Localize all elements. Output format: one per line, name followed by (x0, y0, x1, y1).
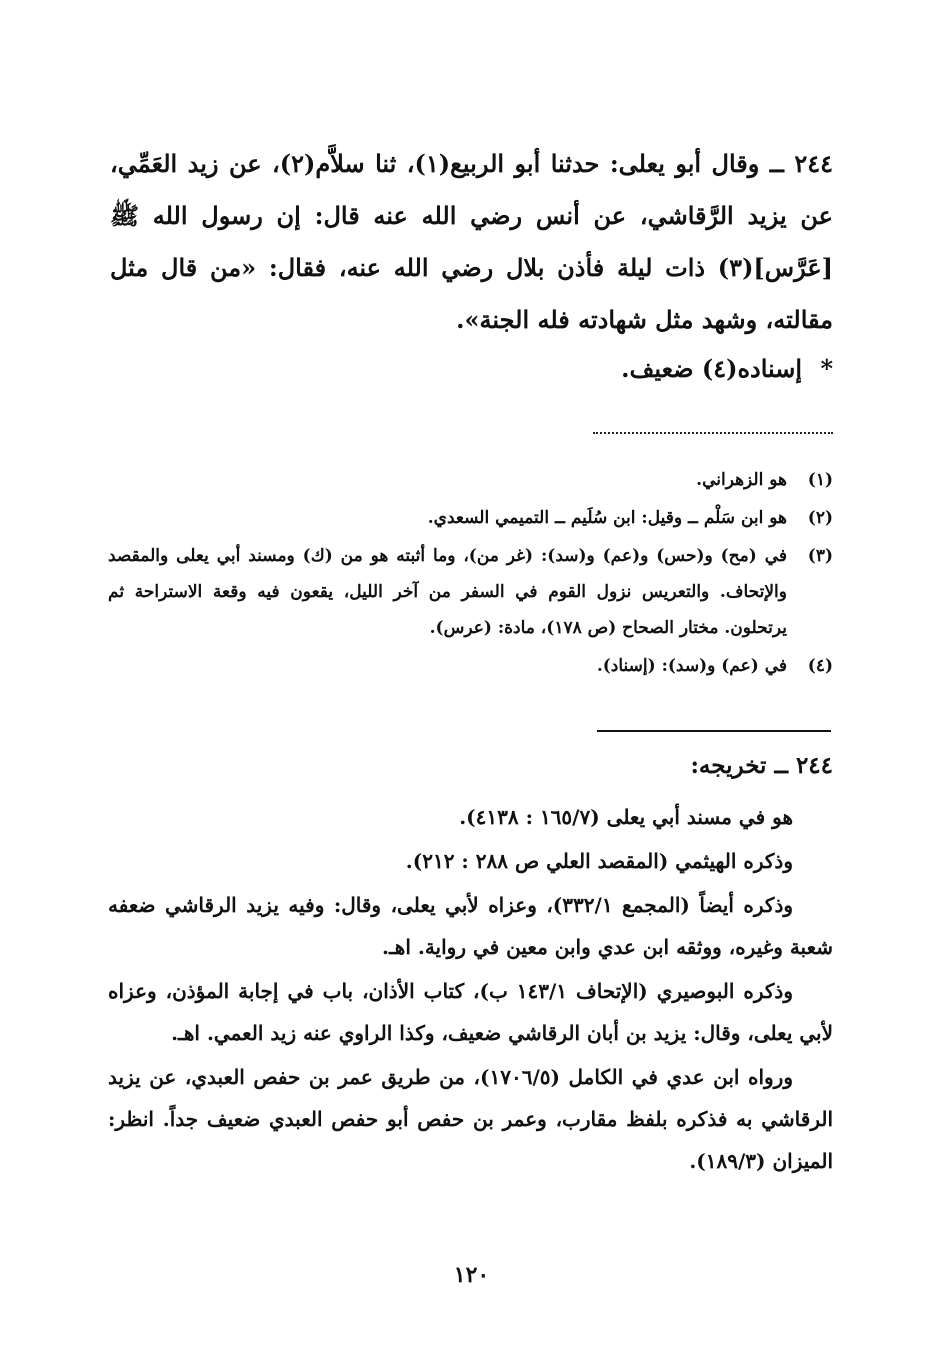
footnote-text: هو ابن سَلْم ــ وقيل: ابن سُلَيم ــ التميمي السعدي. (427, 508, 787, 528)
hadith-paragraph: ٢٤٤ ــ وقال أبو يعلى: حدثنا أبو الربيع(١)، ثنا سلاَّم(٢)، عن زيد العَمِّي، عن يزيد الرَّقاشي، عن أنس رضي الله عنه قال: إن رسول الله ﷺ [عَرَّس](٣) ذات ليلة فأذن بلال رضي الله عنه، فقال: «من قال مثل مقالته، وشهد مثل شهادته فله الجنة». (110, 149, 833, 334)
footnote-2 (108, 500, 833, 536)
footnotes (108, 462, 833, 686)
takhrij-paragraph: وذكره أيضاً (المجمع ٣٣٢/١)، وعزاه لأبي يعلى، وقال: وفيه يزيد الرقاشي ضعفه شعبة وغيره، ووثقه ابن عدي وابن معين في رواية. اهـ. (108, 893, 833, 959)
hadith-grading (110, 343, 833, 395)
grading-text: إسناده(٤) ضعيف. (621, 354, 803, 383)
takhrij-paragraph: هو في مسند أبي يعلى (١٦٥/٧ : ٤١٣٨). (459, 805, 793, 829)
takhrij-paragraph: ورواه ابن عدي في الكامل (١٧٠٦/٥)، من طريق عمر بن حفص العبدي، عن يزيد الرقاشي به فذكره بلفظ مقارب، وعمر بن حفص أبو حفص العبدي ضعيف جداً. انظر: الميزان (١٨٩/٣). (108, 1065, 833, 1173)
takhrij-paragraph: وذكره الهيثمي (المقصد العلي ص ٢٨٨ : ٢١٢). (405, 849, 793, 873)
section-divider (597, 730, 831, 732)
footnote-number: (٢) (807, 508, 833, 528)
footnote-number: (٤) (807, 656, 833, 676)
hadith-text (110, 138, 833, 346)
footnote-4 (108, 648, 833, 684)
footnote-text: هو الزهراني. (696, 470, 787, 490)
star-icon: * (820, 354, 833, 383)
takhrij-paragraph: وذكره البوصيري (الإتحاف ١٤٣/١ ب)، كتاب الأذان، باب في إجابة المؤذن، وعزاه لأبي يعلى، وقال: يزيد بن أبان الرقاشي ضعيف، وكذا الراوي عنه زيد العمي. اهـ. (108, 979, 833, 1045)
footnote-number: (٣) (807, 546, 833, 566)
footnote-text: في (عم) و(سد): (إسناد). (596, 656, 787, 676)
footnote-3 (108, 538, 833, 646)
takhrij-heading: ٢٤٤ ــ تخريجه: (690, 752, 833, 779)
footnote-number: (١) (807, 470, 833, 490)
takhrij-section (108, 796, 833, 1184)
footnote-1 (108, 462, 833, 498)
footnote-text: في (مح) و(حس) و(عم) و(سد): (غر من)، وما أثبته هو من (ك) ومسند أبي يعلى والمقصد والإتحاف. والتعريس نزول القوم في السفر من آخر الليل، يقعون فيه وقعة الاستراحة ثم يرتحلون. مختار الصحاح (ص ١٧٨)، مادة: (عرس). (108, 546, 787, 638)
page-number: ١٢٠ (453, 1262, 490, 1288)
footnote-separator (593, 432, 833, 434)
